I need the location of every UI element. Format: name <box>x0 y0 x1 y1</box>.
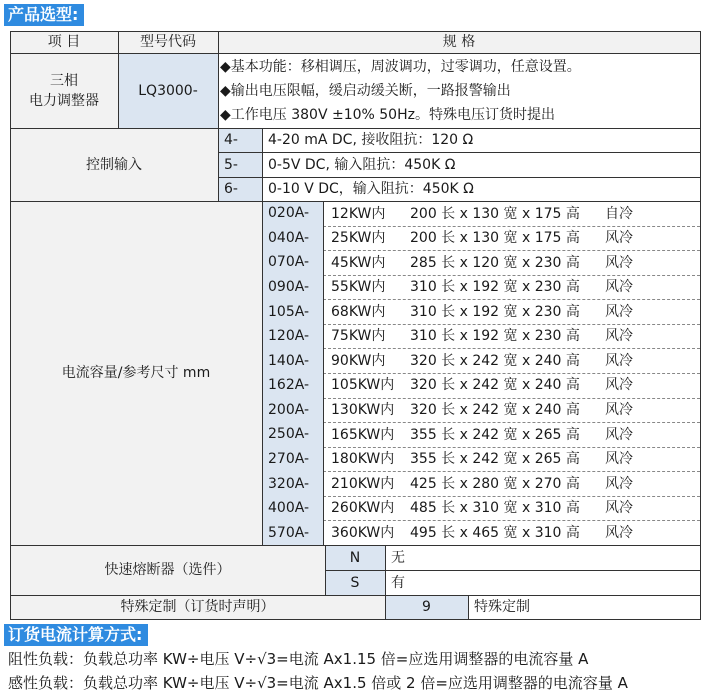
capacity-size: 310 长 x 192 宽 x 230 高 <box>410 303 580 320</box>
capacity-size: 310 长 x 192 宽 x 230 高 <box>410 279 580 296</box>
capacity-cooling: 风冷 <box>605 352 633 369</box>
control-desc: 4-20 mA DC, 接收阻抗：120 Ω <box>268 132 474 148</box>
fuse-desc: 有 <box>391 574 405 591</box>
capacity-code: 570A- <box>262 520 323 545</box>
control-code: 5- <box>218 152 262 177</box>
capacity-size: 310 长 x 192 宽 x 230 高 <box>410 328 580 345</box>
capacity-size: 355 长 x 242 宽 x 265 高 <box>410 451 580 468</box>
capacity-power: 90KW内 <box>331 352 386 369</box>
basic-spec-line: ◆工作电压 380V ±10% 50Hz。特殊电压订货时提出 <box>220 107 555 123</box>
capacity-size: 495 长 x 465 宽 x 310 高 <box>410 524 580 541</box>
capacity-size: 485 长 x 310 宽 x 310 高 <box>410 500 580 517</box>
capacity-power: 210KW内 <box>331 475 395 492</box>
capacity-code: 040A- <box>262 226 323 251</box>
capacity-size: 320 长 x 242 宽 x 240 高 <box>410 377 580 394</box>
control-code: 4- <box>218 128 262 152</box>
basic-model-code: LQ3000- <box>118 53 218 128</box>
capacity-code: 105A- <box>262 299 323 324</box>
capacity-size: 425 长 x 280 宽 x 270 高 <box>410 475 580 492</box>
control-label: 控制输入 <box>10 128 218 201</box>
capacity-power: 165KW内 <box>331 426 395 443</box>
capacity-code: 020A- <box>262 201 323 226</box>
capacity-code: 162A- <box>262 373 323 398</box>
capacity-power: 260KW内 <box>331 500 395 517</box>
capacity-cooling: 风冷 <box>605 524 633 541</box>
capacity-code: 090A- <box>262 275 323 300</box>
basic-spec-line: ◆基本功能：移相调压，周波调功，过零调功，任意设置。 <box>220 59 581 75</box>
custom-code: 9 <box>385 595 468 619</box>
capacity-power: 45KW内 <box>331 254 386 271</box>
fuse-code: S <box>325 570 385 595</box>
header-spec: 规 格 <box>218 31 700 53</box>
control-code: 6- <box>218 177 262 201</box>
capacity-cooling: 风冷 <box>605 279 633 296</box>
capacity-cooling: 风冷 <box>605 451 633 468</box>
capacity-size: 320 长 x 242 宽 x 240 高 <box>410 352 580 369</box>
capacity-code: 200A- <box>262 398 323 423</box>
capacity-label: 电流容量/参考尺寸 mm <box>10 201 262 545</box>
custom-desc: 特殊定制 <box>474 599 530 615</box>
capacity-cooling: 风冷 <box>605 230 633 247</box>
capacity-power: 105KW内 <box>331 377 395 394</box>
capacity-cooling: 风冷 <box>605 500 633 517</box>
control-desc: 0-10 V DC，输入阻抗：450K Ω <box>268 181 474 197</box>
capacity-power: 25KW内 <box>331 230 386 247</box>
capacity-code: 140A- <box>262 348 323 373</box>
capacity-power: 55KW内 <box>331 279 386 296</box>
capacity-power: 180KW内 <box>331 451 395 468</box>
capacity-size: 285 长 x 120 宽 x 230 高 <box>410 254 580 271</box>
capacity-cooling: 风冷 <box>605 328 633 345</box>
header-item: 项 目 <box>10 31 118 53</box>
capacity-cooling: 风冷 <box>605 475 633 492</box>
capacity-cooling: 风冷 <box>605 426 633 443</box>
basic-label-line2: 电力调整器 <box>29 92 99 109</box>
capacity-size: 320 长 x 242 宽 x 240 高 <box>410 402 580 419</box>
capacity-code: 270A- <box>262 447 323 472</box>
capacity-power: 68KW内 <box>331 303 386 320</box>
capacity-cooling: 风冷 <box>605 402 633 419</box>
basic-label-line1: 三相 <box>50 72 78 89</box>
capacity-size: 200 长 x 130 宽 x 175 高 <box>410 230 580 247</box>
fuse-desc: 无 <box>391 549 405 566</box>
basic-spec <box>220 55 700 127</box>
basic-spec-line: ◆输出电压限幅，缓启动缓关断，一路报警输出 <box>220 83 511 99</box>
capacity-cooling: 风冷 <box>605 254 633 271</box>
custom-label: 特殊定制（订货时声明） <box>10 595 385 619</box>
capacity-size: 200 长 x 130 宽 x 175 高 <box>410 205 580 222</box>
capacity-code: 250A- <box>262 422 323 447</box>
capacity-code: 070A- <box>262 250 323 275</box>
capacity-cooling: 风冷 <box>605 377 633 394</box>
capacity-code: 320A- <box>262 471 323 496</box>
capacity-cooling: 自冷 <box>605 205 633 222</box>
basic-label <box>10 53 118 128</box>
calc-line-resistive: 阻性负载：负载总功率 KW÷电压 V÷√3=电流 Ax1.15 倍=应选用调整器的电流容量 A <box>8 650 589 668</box>
capacity-code: 120A- <box>262 324 323 349</box>
capacity-power: 12KW内 <box>331 205 386 222</box>
capacity-code: 400A- <box>262 496 323 521</box>
fuse-label: 快速熔断器（选件） <box>10 545 325 595</box>
capacity-size: 355 长 x 242 宽 x 265 高 <box>410 426 580 443</box>
control-desc: 0-5V DC, 输入阻抗：450K Ω <box>268 156 456 173</box>
capacity-power: 360KW内 <box>331 524 395 541</box>
header-model: 型号代码 <box>118 31 218 53</box>
fuse-code: N <box>325 545 385 570</box>
capacity-power: 75KW内 <box>331 328 386 345</box>
section-title-banner: 产品选型: <box>4 4 84 26</box>
capacity-power: 130KW内 <box>331 402 395 419</box>
calc-title-banner: 订货电流计算方式: <box>4 624 148 646</box>
capacity-cooling: 风冷 <box>605 303 633 320</box>
calc-line-inductive: 感性负载：负载总功率 KW÷电压 V÷√3=电流 Ax1.5 倍或 2 倍=应选用调整器的电流容量 A <box>8 674 628 692</box>
